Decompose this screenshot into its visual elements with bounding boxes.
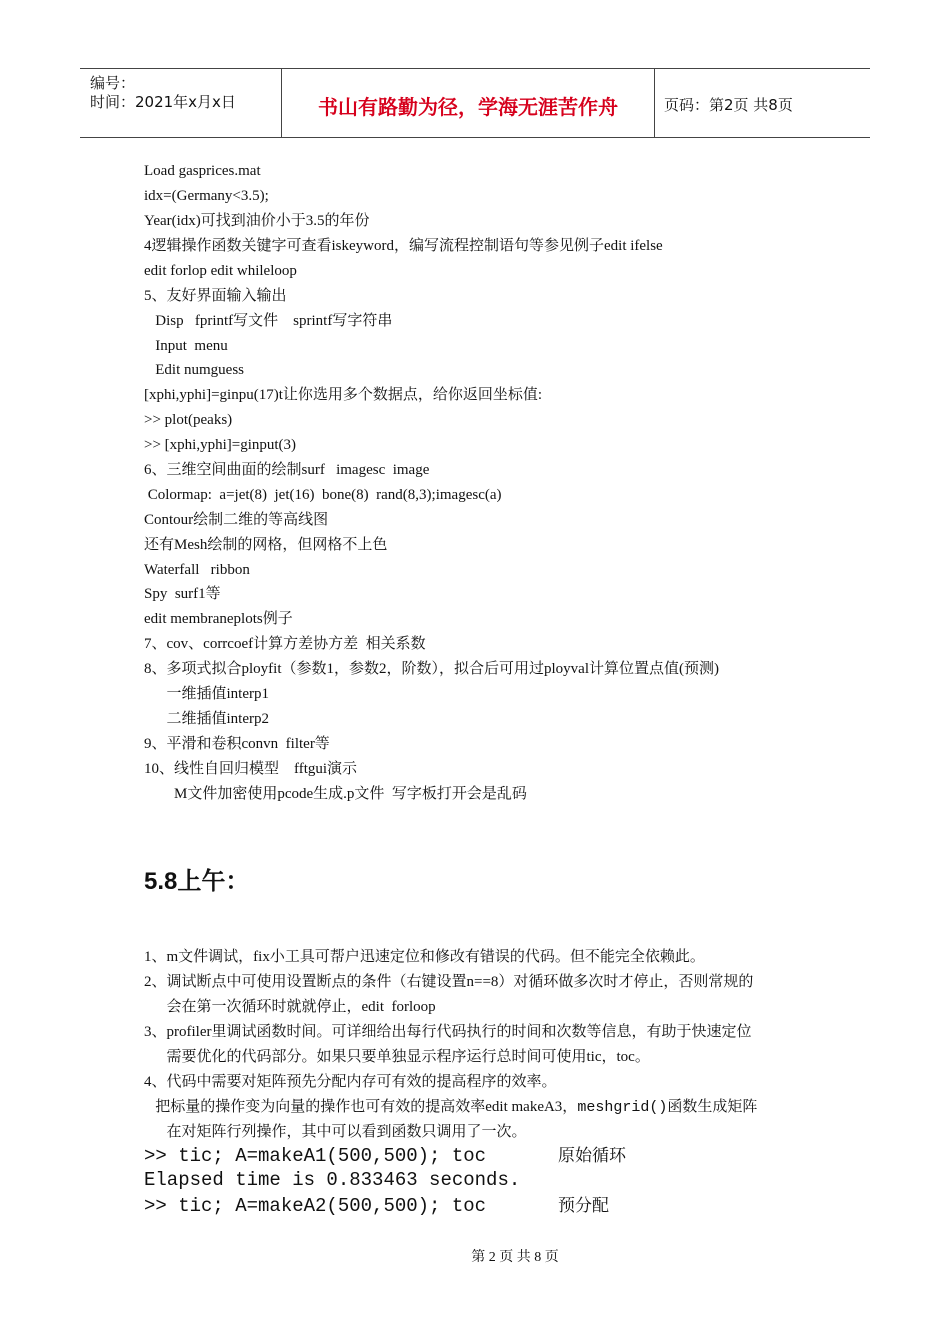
- body-line: Spy surf1等: [144, 586, 221, 602]
- body-line: >> plot(peaks): [144, 412, 233, 428]
- body-line: 还有Mesh绘制的网格，但网格不上色: [144, 537, 388, 553]
- body-line: 4逻辑操作函数关键字可查看iskeyword，编写流程控制语句等参见例子edit ifelse: [144, 238, 663, 254]
- code-line: Elapsed time is 0.833463 seconds.: [144, 1169, 521, 1191]
- section-line: 会在第一次循环时就就停止，edit forloop: [144, 999, 436, 1015]
- motto: 书山有路勤为径，学海无涯苦作舟: [318, 95, 618, 119]
- body-line: idx=(Germany<3.5);: [144, 188, 269, 204]
- time-label: 时间：2021年x月x日: [90, 93, 236, 111]
- body-line: Colormap: a=jet(8) jet(16) bone(8) rand(8,3);imagesc(a): [144, 487, 502, 503]
- body-line: Year(idx)可找到油价小于3.5的年份: [144, 213, 370, 229]
- body-line: edit membraneplots例子: [144, 611, 293, 627]
- vector-line-code: meshgrid(): [577, 1099, 668, 1116]
- section-line: 4、代码中需要对矩阵预先分配内存可有效的提高程序的效率。: [144, 1074, 557, 1090]
- header-middle-cell: [282, 69, 655, 137]
- body-line: [xphi,yphi]=ginpu(17)t让你选用多个数据点，给你返回坐标值:: [144, 387, 543, 403]
- body-line: Contour绘制二维的等高线图: [144, 512, 329, 528]
- header-left-cell: [80, 69, 282, 137]
- body-line: 7、cov、corrcoef计算方差协方差 相关系数: [144, 636, 426, 652]
- code-line: >> tic; A=makeA2(500,500); toc: [144, 1195, 487, 1217]
- body-line: Input menu: [144, 338, 228, 354]
- vector-line-after: 函数生成矩阵: [667, 1099, 758, 1115]
- body-line: 8、多项式拟合ployfit（参数1，参数2，阶数），拟合后可用过ployval计算位置点值(预测): [144, 661, 719, 677]
- section-line: 3、profiler里调试函数时间。可详细给出每行代码执行的时间和次数等信息，有助于快速定位: [144, 1024, 752, 1040]
- vector-line-before: 把标量的操作变为向量的操作也可有效的提高效率edit makeA3，: [144, 1099, 578, 1115]
- body-line: Edit numguess: [144, 362, 244, 378]
- body-line: Load gasprices.mat: [144, 163, 261, 179]
- code-note: 预分配: [558, 1196, 609, 1215]
- body-line: 6、三维空间曲面的绘制surf imagesc image: [144, 462, 430, 478]
- body-line: 5、友好界面输入输出: [144, 288, 287, 304]
- vector-line: [144, 1097, 757, 1118]
- section-heading: 5.8上午：: [144, 868, 250, 895]
- body-line: 9、平滑和卷积convn filter等: [144, 736, 330, 752]
- body-line: 一维插值interp1: [144, 686, 269, 702]
- section-line: 1、m文件调试，fix小工具可帮户迅速定位和修改有错误的代码。但不能完全依赖此。: [144, 949, 705, 965]
- body-line: Waterfall ribbon: [144, 562, 250, 578]
- body-line: 二维插值interp2: [144, 711, 269, 727]
- page-footer: 第 2 页 共 8 页: [471, 1250, 559, 1265]
- section-line: 在对矩阵行列操作，其中可以看到函数只调用了一次。: [144, 1124, 527, 1140]
- header-right-cell: [655, 69, 870, 137]
- header-table: [80, 68, 870, 138]
- body-line: 10、线性自回归模型 fftgui演示: [144, 761, 358, 777]
- body-line: Disp fprintf写文件 sprintf写字符串: [144, 313, 393, 329]
- code-line: >> tic; A=makeA1(500,500); toc: [144, 1145, 487, 1167]
- body-line: edit forlop edit whileloop: [144, 263, 297, 279]
- body-line: >> [xphi,yphi]=ginput(3): [144, 437, 297, 453]
- section-line: 2、调试断点中可使用设置断点的条件（右键设置n==8）对循环做多次时才停止，否则常规的: [144, 974, 754, 990]
- code-note: 原始循环: [558, 1146, 626, 1165]
- number-label: 编号：: [90, 74, 136, 92]
- section-line: 需要优化的代码部分。如果只要单独显示程序运行总时间可使用tic，toc。: [144, 1049, 650, 1065]
- page-label: 页码：第2页 共8页: [664, 96, 793, 114]
- body-line: M文件加密使用pcode生成.p文件 写字板打开会是乱码: [144, 786, 527, 802]
